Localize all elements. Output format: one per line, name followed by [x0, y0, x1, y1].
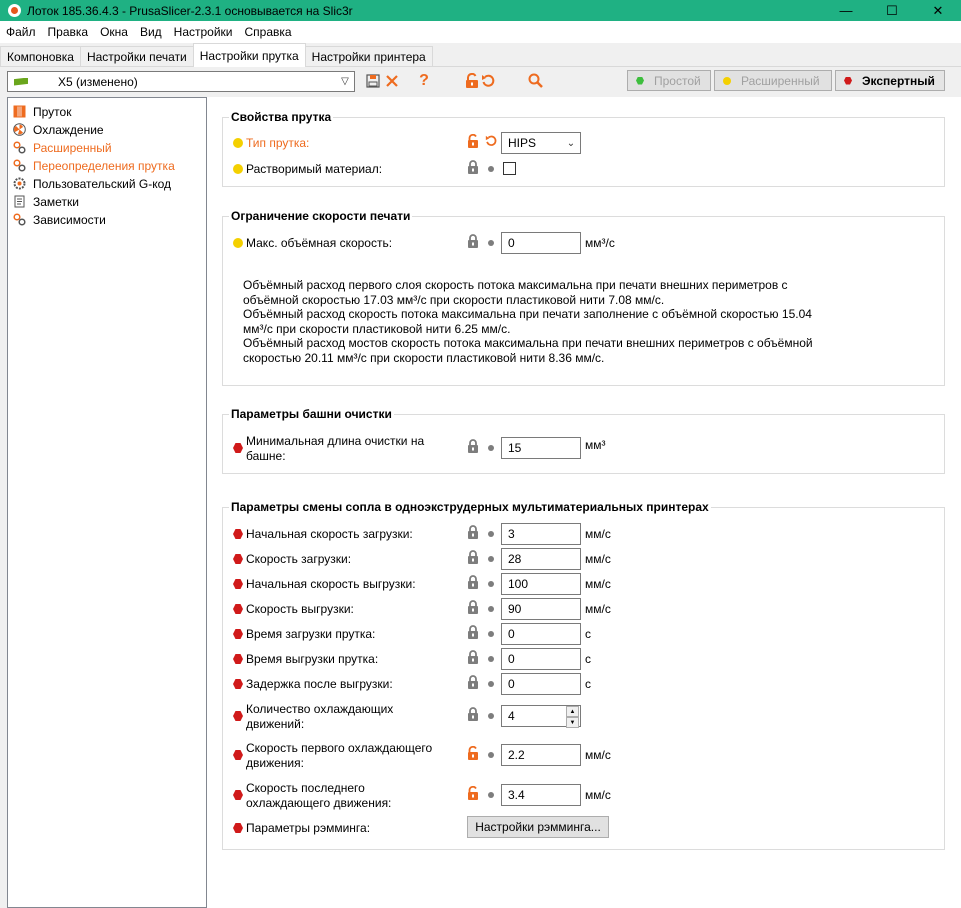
chevron-down-icon: ⌄: [566, 137, 576, 149]
gcode-icon: [13, 177, 26, 190]
search-icon[interactable]: [527, 71, 545, 91]
param-unit: с: [585, 627, 591, 641]
tab-print-settings[interactable]: Настройки печати: [80, 46, 194, 66]
preset-select[interactable]: [7, 71, 355, 92]
system-value-dot-icon: [488, 752, 494, 758]
tree-item-notes[interactable]: [13, 193, 79, 210]
tab-printer-settings[interactable]: Настройки принтера: [305, 46, 433, 66]
mode-simple-button[interactable]: [627, 70, 711, 91]
menu-bar: [0, 21, 961, 43]
preset-toolbar: [0, 66, 961, 96]
lock-icon[interactable]: [467, 600, 481, 616]
param-input[interactable]: 0: [501, 648, 581, 670]
expert-mode-icon: [233, 529, 243, 539]
system-value-dot-icon: [488, 792, 494, 798]
mode-simple-label: Простой: [654, 73, 701, 88]
expert-mode-icon: [233, 629, 243, 639]
system-value-dot-icon: [488, 531, 494, 537]
dependencies-icon: [13, 213, 26, 226]
expert-mode-icon: [233, 654, 243, 664]
param-input[interactable]: 100: [501, 573, 581, 595]
undo-arrow-icon[interactable]: [479, 71, 497, 91]
lock-icon[interactable]: [467, 234, 481, 250]
row-last-cooling-speed: [223, 781, 944, 810]
param-label: Начальная скорость загрузки:: [246, 527, 413, 541]
param-label: Скорость выгрузки:: [246, 602, 354, 616]
lock-icon[interactable]: [467, 160, 481, 176]
delete-preset-icon[interactable]: [383, 71, 401, 91]
spin-up-icon[interactable]: ▲: [566, 706, 579, 717]
max-vol-speed-label: Макс. объёмная скорость:: [246, 236, 393, 250]
note-line: скоростью 20.11 мм³/с при скорости пластиковой нити 8.36 мм/с.: [243, 350, 605, 365]
param-label: Начальная скорость выгрузки:: [246, 577, 416, 591]
first-cooling-unit: мм/с: [585, 748, 611, 762]
row-min-purge: [223, 434, 944, 463]
main-tabs: [0, 43, 961, 67]
lock-icon[interactable]: [467, 525, 481, 541]
system-value-dot-icon: [488, 606, 494, 612]
lock-icon[interactable]: [467, 575, 481, 591]
group-toolchange: [222, 500, 945, 850]
expert-mode-icon: [233, 443, 243, 453]
advanced-mode-icon: [233, 138, 243, 148]
menu-file[interactable]: Файл: [6, 25, 36, 39]
unlock-icon[interactable]: [467, 786, 481, 802]
maximize-button[interactable]: ☐: [886, 2, 898, 18]
system-value-dot-icon: [488, 445, 494, 451]
tab-plater[interactable]: Компоновка: [0, 46, 81, 66]
row-max-volumetric-speed: [223, 232, 944, 254]
menu-help[interactable]: Справка: [244, 25, 292, 39]
tree-item-label: Заметки: [33, 194, 79, 209]
tree-item-label: Пруток: [33, 104, 72, 119]
settings-tree: [7, 97, 207, 908]
row-ramming: [223, 817, 944, 839]
tree-item-label: Переопределения прутка: [33, 158, 175, 173]
lock-icon[interactable]: [467, 650, 481, 666]
expert-mode-icon: [844, 77, 852, 85]
expert-mode-icon: [233, 579, 243, 589]
lock-icon[interactable]: [467, 675, 481, 691]
group-title: Параметры башни очистки: [231, 407, 392, 421]
preset-value: X5 (изменено): [58, 74, 138, 89]
mode-advanced-label: Расширенный: [741, 73, 820, 88]
row-cooling-moves: [223, 702, 944, 731]
note-line: Объёмный расход мостов скорость потока максимальна при печати внешних периметров с объёмной: [243, 336, 813, 350]
mode-expert-button[interactable]: [835, 70, 945, 91]
row-loading-speed-start: [223, 523, 944, 545]
menu-settings[interactable]: Настройки: [173, 25, 233, 39]
group-wipe-tower: [222, 407, 945, 474]
title-bar: [0, 0, 961, 21]
lock-icon[interactable]: [467, 625, 481, 641]
unlock-icon[interactable]: [467, 746, 481, 762]
min-purge-label: Минимальная длина очистки на башне:: [246, 434, 425, 463]
mode-expert-label: Экспертный: [862, 73, 935, 88]
max-vol-speed-unit: мм³/с: [585, 236, 615, 250]
expert-mode-icon: [233, 711, 243, 721]
menu-view[interactable]: Вид: [139, 25, 162, 39]
expert-mode-icon: [233, 790, 243, 800]
note-line: Объёмный расход скорость потока максимальна при печати заполнение с объёмной скоростью 15.04: [243, 307, 812, 321]
tree-item-custom-gcode[interactable]: [13, 175, 171, 192]
tab-filament-settings[interactable]: Настройки прутка: [193, 43, 306, 67]
note-line: Объёмный расход первого слоя скорость потока максимальна при печати внешних периметров с: [243, 278, 788, 292]
group-title: Свойства прутка: [231, 110, 332, 124]
ramming-label: Параметры рэмминга:: [246, 821, 371, 835]
soluble-checkbox[interactable]: [503, 162, 516, 175]
first-cooling-input[interactable]: 2.2: [501, 744, 581, 766]
param-label: Скорость загрузки:: [246, 552, 352, 566]
param-unit: мм/с: [585, 527, 611, 541]
tree-item-label: Зависимости: [33, 212, 106, 227]
spool-icon: [13, 105, 26, 118]
tree-item-filament[interactable]: [13, 103, 71, 120]
note-line: объёмной скоростью 17.03 мм³/с при скорости пластиковой нити 7.08 мм/с.: [243, 292, 665, 307]
param-input[interactable]: 0: [501, 673, 581, 695]
system-value-dot-icon: [488, 240, 494, 246]
system-value-dot-icon: [488, 631, 494, 637]
param-unit: с: [585, 652, 591, 666]
advanced-mode-icon: [233, 164, 243, 174]
param-input[interactable]: 90: [501, 598, 581, 620]
param-label: Задержка после выгрузки:: [246, 677, 393, 691]
minimize-button[interactable]: —: [839, 3, 853, 18]
mode-advanced-button[interactable]: [714, 70, 832, 91]
last-cooling-label: Скорость последнего охлаждающего движения:: [246, 781, 392, 810]
max-vol-speed-input[interactable]: 0: [501, 232, 581, 254]
cooling-moves-label: Количество охлаждающих движений:: [246, 702, 394, 731]
row-unload-time: [223, 648, 944, 670]
cooling-moves-input[interactable]: 4: [501, 705, 581, 727]
expert-mode-icon: [233, 604, 243, 614]
fan-icon: [13, 123, 26, 136]
row-soluble: [223, 158, 944, 180]
row-delay-after-unload: [223, 673, 944, 695]
min-purge-unit: мм³: [585, 438, 606, 452]
row-first-cooling-speed: [223, 741, 944, 770]
simple-mode-icon: [636, 77, 644, 85]
lock-icon[interactable]: [467, 550, 481, 566]
tree-item-advanced[interactable]: [13, 139, 112, 156]
group-speed-limit: [222, 209, 945, 386]
soluble-label: Растворимый материал:: [246, 162, 383, 176]
system-value-dot-icon: [488, 656, 494, 662]
tree-item-cooling[interactable]: [13, 121, 104, 138]
system-value-dot-icon: [488, 556, 494, 562]
system-value-dot-icon: [488, 681, 494, 687]
filament-type-value: HIPS: [508, 136, 537, 150]
first-cooling-label: Скорость первого охлаждающего движения:: [246, 741, 433, 770]
group-title: Ограничение скорости печати: [231, 209, 411, 223]
advanced-icon: [13, 141, 26, 154]
filament-type-label: Тип прутка:: [246, 136, 310, 150]
param-unit: с: [585, 677, 591, 691]
settings-page: [207, 97, 961, 908]
content-area: [7, 97, 961, 908]
param-input[interactable]: 3: [501, 523, 581, 545]
chevron-down-icon: ▽: [341, 76, 349, 87]
last-cooling-unit: мм/с: [585, 788, 611, 802]
unlock-icon[interactable]: [467, 134, 481, 150]
note-line: мм³/с при скорости пластиковой нити 6.25 мм/с.: [243, 321, 511, 336]
param-unit: мм/с: [585, 552, 611, 566]
advanced-mode-icon: [723, 77, 731, 85]
filament-type-select[interactable]: [501, 132, 581, 154]
ramming-settings-button[interactable]: Настройки рэмминга...: [467, 816, 609, 838]
row-filament-type: [223, 132, 944, 154]
group-filament-properties: [222, 110, 945, 187]
row-unloading-speed: [223, 598, 944, 620]
save-preset-icon[interactable]: [364, 71, 382, 91]
undo-arrow-icon[interactable]: [485, 134, 497, 150]
param-input[interactable]: 0: [501, 623, 581, 645]
group-title: Параметры смены сопла в одноэкструдерных мультиматериальных принтерах: [231, 500, 709, 514]
tree-item-label: Пользовательский G-код: [33, 176, 171, 191]
volumetric-flow-notes: [243, 278, 843, 365]
row-load-time: [223, 623, 944, 645]
advanced-mode-icon: [233, 238, 243, 248]
last-cooling-input[interactable]: 3.4: [501, 784, 581, 806]
param-input[interactable]: 28: [501, 548, 581, 570]
overrides-icon: [13, 159, 26, 172]
menu-edit[interactable]: Правка: [47, 25, 89, 39]
lock-icon[interactable]: [467, 439, 481, 455]
min-purge-input[interactable]: 15: [501, 437, 581, 459]
system-value-dot-icon: [488, 166, 494, 172]
param-label: Время выгрузки прутка:: [246, 652, 379, 666]
close-button[interactable]: ✕: [932, 2, 944, 18]
system-value-dot-icon: [488, 581, 494, 587]
flag-icon: [14, 78, 28, 86]
cooling-moves-spinner[interactable]: [566, 706, 579, 726]
question-icon[interactable]: ?: [419, 72, 429, 89]
menu-windows[interactable]: Окна: [100, 25, 128, 39]
window-title: Лоток 185.36.4.3 - PrusaSlicer-2.3.1 основывается на Slic3r: [27, 3, 353, 18]
spin-down-icon[interactable]: ▼: [566, 717, 579, 728]
expert-mode-icon: [233, 679, 243, 689]
param-unit: мм/с: [585, 602, 611, 616]
tree-item-dependencies[interactable]: [13, 211, 106, 228]
expert-mode-icon: [233, 554, 243, 564]
tree-item-label: Охлаждение: [33, 122, 104, 137]
expert-mode-icon: [233, 750, 243, 760]
row-unloading-speed-start: [223, 573, 944, 595]
system-value-dot-icon: [488, 713, 494, 719]
notes-icon: [13, 195, 26, 208]
tree-item-label: Расширенный: [33, 140, 112, 155]
lock-icon[interactable]: [467, 707, 481, 723]
expert-mode-icon: [233, 823, 243, 833]
tree-item-overrides[interactable]: [13, 157, 175, 174]
param-unit: мм/с: [585, 577, 611, 591]
param-label: Время загрузки прутка:: [246, 627, 376, 641]
row-loading-speed: [223, 548, 944, 570]
prusaslicer-logo-icon: [8, 4, 21, 17]
